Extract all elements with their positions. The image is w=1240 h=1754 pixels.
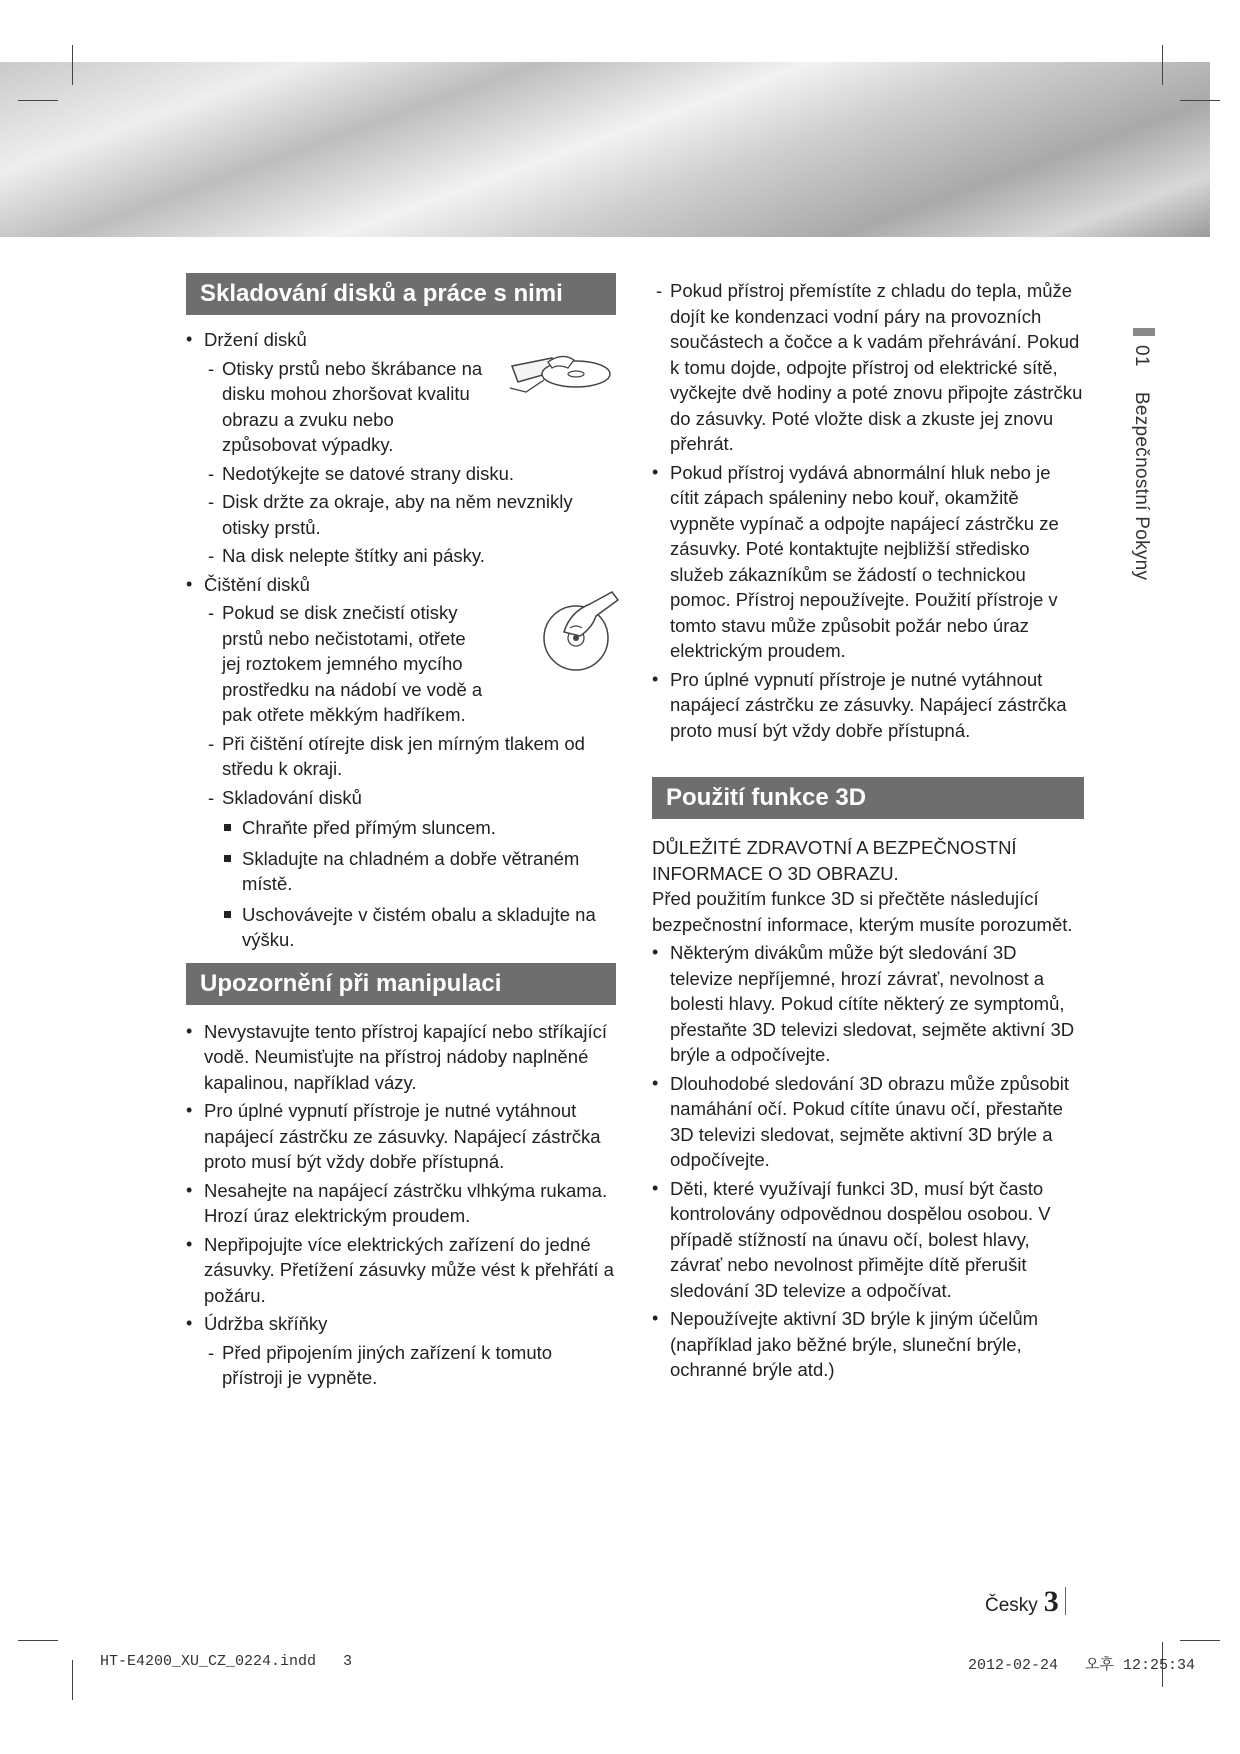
side-tab-label bbox=[1130, 345, 1152, 580]
list-item: • Údržba skříňky - Před připojením jiných zařízení k tomuto přístroji je vypněte. bbox=[186, 1311, 616, 1391]
list-item: - Před připojením jiných zařízení k tomuto přístroji je vypněte. bbox=[204, 1340, 616, 1391]
section-title-3d: Použití funkce 3D bbox=[652, 777, 1084, 819]
section-title-storage: Skladování disků a práce s nimi bbox=[186, 273, 616, 315]
list-item: - Při čištění otírejte disk jen mírným tlakem od středu k okraji. bbox=[204, 731, 616, 782]
holding-label: Držení disků bbox=[204, 329, 307, 350]
list-item: - Disk držte za okraje, aby na něm nevznikly otisky prstů. bbox=[204, 489, 616, 540]
right-column bbox=[652, 278, 1084, 1383]
cleaning-label: Čištění disků bbox=[204, 573, 310, 595]
list-item: - Pokud přístroj přemístíte z chladu do tepla, může dojít ke kondenzaci vodní páry na provozních součástech a čočce a k vadám přehrávání. Pokud k tomu dojde, odpojte přístroj od elektrické sítě, vyčkejte dvě hodiny a poté znovu připojte zástrčku do zásuvky. Poté vložte disk a zkuste jej znovu přehrát. bbox=[652, 278, 1084, 457]
list-item: Uschovávejte v čistém obalu a skladujte na výšku. bbox=[222, 902, 616, 953]
crop-mark bbox=[1180, 1640, 1220, 1641]
crop-mark bbox=[1180, 100, 1220, 101]
crop-mark bbox=[18, 100, 58, 101]
list-item: • Dlouhodobé sledování 3D obrazu může způsobit namáhání očí. Pokud cítíte únavu očí, přestaňte 3D televizi sledovat, sejměte aktivní 3D brýle a odpočívejte. bbox=[652, 1071, 1084, 1173]
list-item: - Nedotýkejte se datové strany disku. bbox=[204, 461, 616, 487]
disc-hand-icon bbox=[504, 348, 614, 400]
list-item: • Pokud přístroj vydává abnormální hluk nebo je cítit zápach spáleniny nebo kouř, okamžitě vypněte vypínač a odpojte napájecí zástrčku ze zásuvky. Poté kontaktujte nejbližší středisko služeb zákazníkům se žádostí o technickou pomoc. Přístroj nepoužívejte. Použití přístroje v tomto stavu může způsobit požár nebo úraz elektrickým proudem. bbox=[652, 460, 1084, 664]
section-title-handling: Upozornění při manipulaci bbox=[186, 963, 616, 1005]
crop-mark bbox=[18, 1640, 58, 1641]
list-item: Skladujte na chladném a dobře větraném místě. bbox=[222, 846, 616, 897]
3d-intro: Před použitím funkce 3D si přečtěte následující bezpečnostní informace, kterým musíte porozumět. bbox=[652, 888, 1073, 935]
chapter-title: Bezpečnostní Pokyny bbox=[1131, 391, 1152, 581]
list-item: • Některým divákům může být sledování 3D televize nepříjemné, hrozí závrať, nevolnost a bolesti hlavy. Pokud cítíte některý ze symptomů, přestaňte 3D televizi sledovat, sejměte aktivní 3D brýle a odpočívejte. bbox=[652, 940, 1084, 1068]
page-number-divider bbox=[1065, 1587, 1066, 1615]
3d-heading: DŮLEŽITÉ ZDRAVOTNÍ A BEZPEČNOSTNÍ INFORMACE O 3D OBRAZU. bbox=[652, 837, 1017, 884]
chapter-number: 01 bbox=[1131, 345, 1152, 367]
footer-file: HT-E4200_XU_CZ_0224.indd 3 bbox=[100, 1653, 353, 1670]
header-banner bbox=[0, 62, 1210, 237]
list-item: - Na disk nelepte štítky ani pásky. bbox=[204, 543, 616, 569]
list-item: • Pro úplné vypnutí přístroje je nutné vytáhnout napájecí zástrčku ze zásuvky. Napájecí zástrčka proto musí být vždy dobře přístupná. bbox=[186, 1098, 616, 1175]
crop-mark bbox=[1162, 45, 1163, 85]
crop-mark bbox=[72, 45, 73, 85]
storage-list bbox=[186, 327, 616, 953]
handling-list bbox=[186, 1019, 616, 1391]
list-item: Chraňte před přímým sluncem. bbox=[222, 815, 616, 841]
list-item: • Nesahejte na napájecí zástrčku vlhkýma rukama. Hrozí úraz elektrickým proudem. bbox=[186, 1178, 616, 1229]
left-column bbox=[186, 273, 616, 1391]
list-item bbox=[186, 572, 616, 953]
side-tab-marker bbox=[1133, 328, 1155, 336]
list-item: • Pro úplné vypnutí přístroje je nutné vytáhnout napájecí zástrčku ze zásuvky. Napájecí zástrčka proto musí být vždy dobře přístupná. bbox=[652, 667, 1084, 744]
page-number bbox=[985, 1585, 1066, 1619]
right-top-list bbox=[652, 278, 1084, 743]
list-item: • Nepoužívejte aktivní 3D brýle k jiným účelům (například jako běžné brýle, sluneční brýle, ochranné brýle atd.) bbox=[652, 1306, 1084, 1383]
list-item: - Otisky prstů nebo škrábance na disku mohou zhoršovat kvalitu obrazu a zvuku nebo způsobovat výpadky. bbox=[204, 356, 616, 458]
page-language: Česky bbox=[985, 1595, 1038, 1616]
crop-mark bbox=[72, 1660, 73, 1700]
list-item: • Nepřipojujte více elektrických zařízení do jedné zásuvky. Přetížení zásuvky může vést k přehřátí a požáru. bbox=[186, 1232, 616, 1309]
3d-list bbox=[652, 940, 1084, 1383]
page-number-value: 3 bbox=[1043, 1585, 1059, 1618]
list-item: • Nevystavujte tento přístroj kapající nebo stříkající vodě. Neumisťujte na přístroj nádoby naplněné kapalinou, například vázy. bbox=[186, 1019, 616, 1096]
list-item: • Děti, které využívají funkci 3D, musí být často kontrolovány odpovědnou dospělou osobou. V případě stížností na únavu očí, bolest hlavy, závrať nebo nevolnost přiměјte dítě přerušit sledování 3D televize a odpočívat. bbox=[652, 1176, 1084, 1304]
list-item: - Pokud se disk znečistí otisky prstů nebo nečistotami, otřete jej roztokem jemného mycího prostředku na nádobí ve vodě a pak otřete měkkým hadříkem. bbox=[204, 600, 616, 728]
list-item bbox=[186, 327, 616, 569]
list-item: - Skladování disků Chraňte před přímým sluncem. Skladujte na chladném a dobře větraném místě. Uschovávejte v čistém obalu a skladujte na výšku. bbox=[204, 785, 616, 953]
footer-timestamp: 2012-02-24 오후 12:25:34 bbox=[968, 1657, 1196, 1674]
disc-cleaning-icon bbox=[534, 588, 624, 678]
